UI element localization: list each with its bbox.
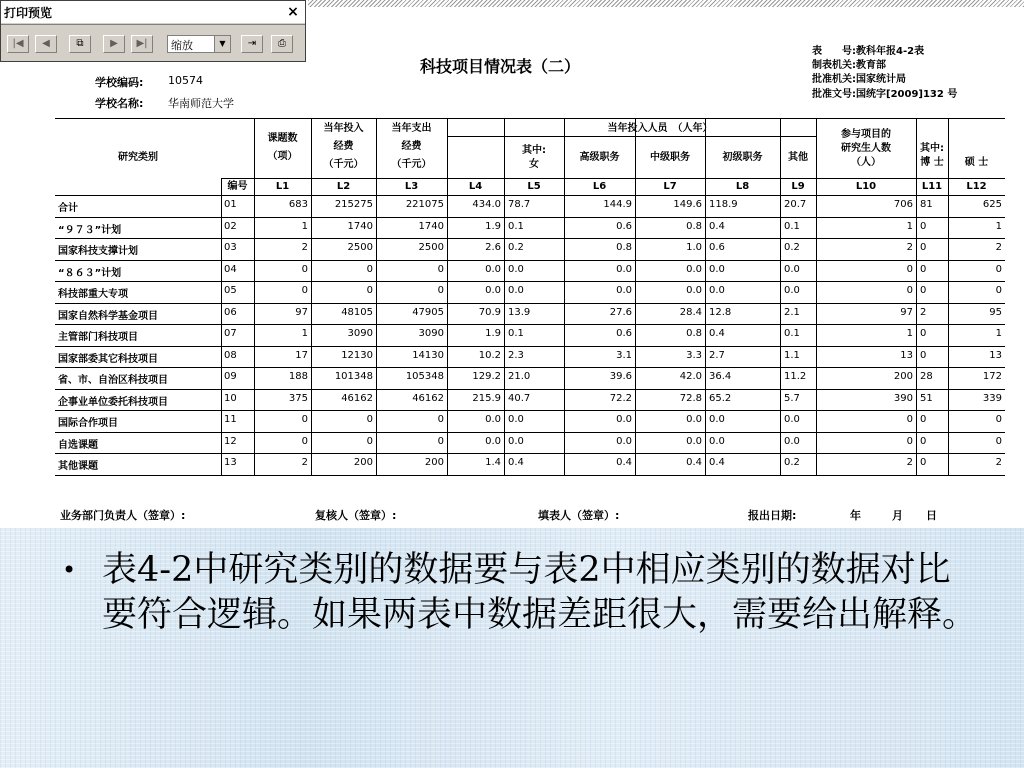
- row-code: 07: [224, 328, 237, 339]
- header-female-sub: 女: [529, 159, 539, 170]
- table-cell: 0.0: [508, 263, 524, 275]
- table-cell: 12130: [341, 349, 373, 361]
- row-label: “９７３”计划: [58, 224, 122, 236]
- table-cell: 1: [301, 328, 308, 339]
- table-cell: 1.9: [485, 220, 501, 232]
- table-cell: 0: [301, 435, 308, 447]
- header-phd-sub: 博 士: [920, 157, 944, 168]
- row-code: 10: [224, 392, 237, 404]
- table-cell: 0.0: [709, 414, 725, 425]
- table-cell: 2: [906, 457, 913, 468]
- table-cell: 0.8: [686, 328, 702, 339]
- table-cell: 0: [920, 285, 927, 296]
- table-cell: 0.8: [616, 242, 632, 253]
- header-funds-out: 当年支出: [391, 123, 432, 134]
- table-cell: 0.0: [784, 263, 800, 275]
- table-rule: [916, 118, 917, 475]
- header-other: 其他: [788, 152, 808, 163]
- row-code: 02: [224, 220, 237, 232]
- table-cell: 0: [920, 435, 927, 447]
- row-label: 国际合作项目: [58, 418, 118, 429]
- table-cell: 105348: [405, 371, 444, 382]
- table-rule: [55, 453, 1005, 454]
- copy-icon: ⧉: [76, 38, 84, 49]
- table-cell: 149.6: [673, 199, 702, 210]
- table-cell: 36.4: [709, 371, 732, 382]
- table-cell: 2500: [347, 242, 373, 253]
- table-cell: 72.2: [609, 392, 632, 404]
- table-cell: 0.2: [784, 242, 800, 253]
- table-cell: 0: [301, 414, 308, 425]
- table-cell: 0.0: [686, 414, 702, 425]
- table-cell: 1.9: [485, 328, 501, 339]
- bullet-text: 表4-2中研究类别的数据要与表2中相应类别的数据对比要符合逻辑。如果两表中数据差距很大，需要给出解释。: [102, 550, 978, 635]
- table-cell: 0.4: [709, 220, 725, 232]
- table-cell: 97: [900, 306, 913, 318]
- last-page-icon: ▶|: [136, 38, 148, 49]
- table-cell: 0.0: [508, 285, 524, 296]
- header-grad-students-unit: （人）: [851, 157, 881, 168]
- table-cell: 0.0: [709, 285, 725, 296]
- copy-button[interactable]: [69, 35, 91, 53]
- table-cell: 0: [920, 242, 927, 253]
- zoom-value: 缩放: [171, 39, 193, 52]
- header-funds-out-sub: 经费: [401, 141, 422, 152]
- table-cell: 28: [920, 371, 933, 382]
- table-cell: 2: [301, 242, 308, 253]
- table-cell: 97: [295, 306, 308, 318]
- report-meta-line: 表 号:教科年报4-2表: [812, 46, 925, 57]
- table-cell: 13: [989, 349, 1002, 361]
- table-rule: [55, 389, 1005, 390]
- header-master: 硕 士: [964, 157, 989, 168]
- table-cell: 1740: [347, 220, 373, 232]
- row-code: 12: [224, 435, 237, 447]
- table-cell: 2.6: [485, 242, 501, 253]
- table-cell: 215.9: [472, 392, 501, 404]
- table-rule: [55, 281, 1005, 282]
- table-cell: 1: [995, 220, 1002, 232]
- print-preview-title: 打印预览: [4, 6, 53, 20]
- table-cell: 221075: [405, 199, 444, 210]
- report-meta-line: 批准文号:国统字[2009]132 号: [812, 89, 958, 100]
- header-funds-out-unit: （千元）: [391, 159, 432, 170]
- table-cell: 0: [920, 220, 927, 232]
- table-cell: 0: [906, 285, 913, 296]
- table-cell: 2.3: [508, 349, 524, 361]
- table-cell: 1.0: [686, 242, 702, 253]
- table-cell: 339: [982, 392, 1002, 404]
- table-cell: 46162: [341, 392, 373, 404]
- table-cell: 72.8: [679, 392, 702, 404]
- table-cell: 3090: [347, 328, 373, 339]
- table-rule: [55, 324, 1005, 325]
- table-cell: 390: [893, 392, 913, 404]
- table-cell: 0.4: [686, 457, 702, 468]
- table-cell: 0.2: [784, 457, 800, 468]
- table-cell: 2.1: [784, 306, 800, 318]
- row-label: 其他课题: [58, 461, 98, 472]
- table-cell: 0.0: [616, 263, 632, 275]
- table-cell: 27.6: [609, 306, 632, 318]
- table-cell: 1.1: [784, 349, 800, 361]
- row-code: 01: [224, 199, 237, 210]
- table-cell: 28.4: [679, 306, 702, 318]
- table-rule: [55, 195, 1005, 196]
- table-cell: 70.9: [478, 306, 501, 318]
- table-cell: 1: [995, 328, 1002, 339]
- school-name-label: 学校名称:: [95, 97, 144, 110]
- table-cell: 0: [366, 414, 373, 425]
- table-cell: 1: [906, 220, 913, 232]
- table-cell: 3.1: [616, 349, 632, 361]
- close-button[interactable]: ×: [287, 4, 299, 20]
- table-rule: [55, 217, 1005, 218]
- table-cell: 2: [906, 242, 913, 253]
- table-cell: 13.9: [508, 306, 531, 318]
- header-projects: 课题数: [267, 133, 298, 144]
- table-cell: 0: [995, 435, 1002, 447]
- table-cell: 0.4: [508, 457, 524, 468]
- header-col-code: L12: [966, 181, 987, 192]
- table-cell: 0.0: [616, 414, 632, 425]
- table-cell: 0.1: [784, 220, 800, 232]
- table-rule: [221, 178, 1005, 179]
- row-code: 11: [224, 414, 237, 425]
- table-cell: 5.7: [784, 392, 800, 404]
- row-code: 06: [224, 306, 237, 318]
- table-cell: 0.0: [686, 285, 702, 296]
- table-cell: 0: [437, 263, 444, 275]
- header-col-code: L7: [663, 181, 677, 192]
- table-cell: 39.6: [609, 371, 632, 382]
- row-label: “８６３”计划: [58, 267, 122, 279]
- row-label: 省、市、自治区科技项目: [58, 375, 168, 386]
- table-cell: 0.1: [508, 220, 524, 232]
- table-cell: 0: [906, 435, 913, 447]
- report-meta-line: 批准机关:国家统计局: [812, 74, 906, 85]
- table-cell: 0: [437, 435, 444, 447]
- table-cell: 21.0: [508, 371, 531, 382]
- table-cell: 65.2: [709, 392, 732, 404]
- row-code: 13: [224, 457, 237, 468]
- header-col-code: L10: [855, 181, 877, 192]
- table-cell: 0.0: [686, 263, 702, 275]
- header-middle: 中级职务: [650, 152, 690, 163]
- header-female: 其中:: [522, 145, 546, 156]
- table-cell: 0: [995, 414, 1002, 425]
- table-cell: 2: [995, 242, 1002, 253]
- table-cell: 1740: [418, 220, 444, 232]
- table-cell: 2500: [418, 242, 444, 253]
- header-col-code: L4: [468, 181, 483, 192]
- table-cell: 0.6: [709, 242, 725, 253]
- header-phd: 其中:: [920, 143, 944, 154]
- date-day: 日: [926, 509, 937, 522]
- table-cell: 144.9: [603, 199, 632, 210]
- table-cell: 0: [437, 414, 444, 425]
- table-rule: [504, 118, 505, 475]
- table-cell: 0: [920, 328, 927, 339]
- table-cell: 0.6: [616, 220, 632, 232]
- row-code: 04: [224, 263, 237, 275]
- header-col-code: L6: [592, 181, 607, 192]
- header-col-code: L9: [791, 181, 805, 192]
- report-title: 科技项目情况表（二）: [420, 57, 581, 76]
- header-grad-students: 参与项目的: [841, 129, 891, 140]
- table-cell: 2: [920, 306, 927, 318]
- table-cell: 0.8: [686, 220, 702, 232]
- date-month: 月: [892, 509, 903, 522]
- table-cell: 0.0: [616, 435, 632, 447]
- row-label: 科技部重大专项: [58, 289, 128, 300]
- table-cell: 0: [366, 435, 373, 447]
- report-meta-line: 制表机关:教育部: [812, 60, 886, 71]
- table-cell: 683: [288, 199, 308, 210]
- table-cell: 0.0: [485, 285, 501, 296]
- row-label: 合计: [58, 203, 78, 214]
- table-rule: [55, 367, 1005, 368]
- table-cell: 0.6: [616, 328, 632, 339]
- table-cell: 3090: [418, 328, 444, 339]
- table-cell: 0: [920, 263, 927, 275]
- table-rule: [55, 432, 1005, 433]
- table-cell: 1: [301, 220, 308, 232]
- table-cell: 14130: [412, 349, 444, 361]
- table-rule: [55, 238, 1005, 239]
- row-label: 国家部委其它科技项目: [58, 353, 158, 365]
- table-cell: 0.4: [616, 457, 632, 468]
- last-page-button[interactable]: [131, 35, 153, 53]
- table-cell: 11.2: [784, 371, 807, 382]
- printer-icon: ⎙: [278, 38, 286, 49]
- table-cell: 0.0: [508, 414, 524, 425]
- table-cell: 0.0: [485, 435, 501, 447]
- table-cell: 0: [366, 263, 373, 275]
- table-cell: 0.0: [709, 435, 725, 447]
- table-cell: 434.0: [472, 199, 501, 210]
- table-cell: 0.2: [508, 242, 524, 253]
- bullet-marker: •: [62, 556, 77, 584]
- next-page-button[interactable]: [103, 35, 125, 53]
- row-code: 08: [224, 349, 237, 361]
- header-projects-unit: （项）: [267, 151, 298, 162]
- table-cell: 706: [893, 199, 913, 210]
- school-code: 10574: [168, 74, 203, 87]
- header-category: 研究类别: [118, 152, 158, 163]
- table-cell: 0: [906, 263, 913, 275]
- table-cell: 200: [893, 371, 913, 382]
- filler-label: 填表人（签章）:: [538, 509, 620, 522]
- table-cell: 12.8: [709, 306, 732, 318]
- chevron-down-icon[interactable]: ▼: [214, 36, 230, 52]
- table-cell: 48105: [341, 306, 373, 318]
- header-funds-in-unit: （千元）: [323, 159, 364, 170]
- table-cell: 3.3: [686, 349, 702, 361]
- first-page-button[interactable]: [7, 35, 29, 53]
- row-label: 自选课题: [58, 439, 98, 451]
- table-cell: 200: [424, 457, 444, 468]
- table-cell: 0.4: [709, 457, 725, 468]
- table-cell: 0: [906, 414, 913, 425]
- table-cell: 0: [920, 414, 927, 425]
- school-code-label: 学校编码:: [95, 76, 144, 89]
- export-icon: ⇥: [247, 38, 257, 49]
- table-cell: 0: [437, 285, 444, 296]
- table-cell: 0: [366, 285, 373, 296]
- table-cell: 0.0: [508, 435, 524, 447]
- table-cell: 2: [995, 457, 1002, 468]
- table-cell: 2: [301, 457, 308, 468]
- header-col-code: L8: [735, 181, 750, 192]
- table-cell: 0.0: [616, 285, 632, 296]
- table-cell: 200: [353, 457, 373, 468]
- date-year: 年: [850, 509, 861, 522]
- table-cell: 42.0: [679, 371, 702, 382]
- row-code: 03: [224, 242, 237, 253]
- zoom-select[interactable]: [167, 35, 231, 53]
- table-rule: [55, 260, 1005, 261]
- print-preview-titlebar[interactable]: [1, 1, 305, 23]
- table-cell: 95: [989, 306, 1002, 318]
- header-col-code: L1: [275, 181, 290, 192]
- row-code: 09: [224, 371, 237, 382]
- row-label: 国家科技支撑计划: [58, 246, 138, 257]
- row-code: 05: [224, 285, 237, 296]
- table-cell: 46162: [412, 392, 444, 404]
- table-cell: 40.7: [508, 392, 531, 404]
- table-rule: [447, 136, 816, 137]
- header-junior: 初级职务: [722, 152, 763, 163]
- dept-head-label: 业务部门负责人（签章）:: [60, 509, 186, 522]
- table-cell: 118.9: [709, 199, 738, 210]
- header-funds-in-sub: 经费: [333, 141, 354, 152]
- table-cell: 0.0: [686, 435, 702, 447]
- table-cell: 20.7: [784, 199, 807, 210]
- table-cell: 2.7: [709, 349, 725, 361]
- table-cell: 0: [995, 285, 1002, 296]
- table-cell: 51: [920, 392, 933, 404]
- table-cell: 0.1: [508, 328, 524, 339]
- preview-toolbar: [1, 24, 305, 61]
- table-cell: 0: [301, 285, 308, 296]
- print-preview-window: [0, 0, 306, 62]
- table-cell: 47905: [412, 306, 444, 318]
- table-cell: 188: [288, 371, 308, 382]
- report-table: [55, 118, 1005, 484]
- row-label: 企事业单位委托科技项目: [58, 396, 168, 408]
- header-funds-in: 当年投入: [323, 123, 364, 134]
- row-label: 国家自然科学基金项目: [58, 310, 158, 322]
- table-cell: 172: [982, 371, 1002, 382]
- table-cell: 0.0: [709, 263, 725, 275]
- table-cell: 0.0: [485, 414, 501, 425]
- table-rule: [55, 118, 1005, 119]
- header-code: 编号: [227, 181, 248, 192]
- school-name: 华南师范大学: [168, 97, 234, 110]
- header-senior: 高级职务: [579, 152, 620, 163]
- signature-footer: [60, 507, 960, 523]
- table-cell: 0.0: [784, 414, 800, 425]
- table-cell: 0: [995, 263, 1002, 275]
- table-cell: 81: [920, 199, 933, 210]
- table-cell: 375: [288, 392, 308, 404]
- table-rule: [221, 178, 222, 475]
- header-grad-students-sub: 研究生人数: [841, 143, 891, 154]
- table-rule: [55, 475, 1005, 476]
- next-page-icon: ▶: [110, 38, 118, 49]
- table-cell: 13: [900, 349, 913, 361]
- table-cell: 1: [906, 328, 913, 339]
- table-cell: 10.2: [478, 349, 501, 361]
- table-cell: 625: [982, 199, 1002, 210]
- table-cell: 0.0: [784, 435, 800, 447]
- table-cell: 101348: [334, 371, 373, 382]
- table-cell: 1.4: [485, 457, 501, 468]
- bullet-note-area: [0, 528, 1024, 768]
- print-button[interactable]: [271, 35, 293, 53]
- table-cell: 215275: [334, 199, 373, 210]
- table-rule: [780, 118, 781, 475]
- header-col-code: L5: [527, 181, 541, 192]
- header-col-code: L2: [336, 181, 351, 192]
- prev-page-icon: ◀: [42, 38, 50, 49]
- header-col-code: L3: [404, 181, 419, 192]
- table-cell: 0.0: [485, 263, 501, 275]
- table-cell: 0.0: [784, 285, 800, 296]
- table-rule: [55, 410, 1005, 411]
- table-cell: 0: [301, 263, 308, 275]
- table-cell: 0.1: [784, 328, 800, 339]
- header-col-code: L11: [921, 181, 943, 192]
- window-edge-hatch: [308, 0, 1024, 7]
- reviewer-label: 复核人（签章）:: [315, 509, 397, 522]
- table-cell: 17: [295, 349, 308, 361]
- table-rule: [55, 346, 1005, 347]
- prev-page-button[interactable]: [35, 35, 57, 53]
- table-cell: 129.2: [472, 371, 501, 382]
- first-page-icon: |◀: [12, 38, 24, 49]
- table-cell: 0: [920, 457, 927, 468]
- header-staff-group: 当年投入人员 （人年）: [607, 123, 713, 134]
- table-rule: [55, 303, 1005, 304]
- table-rule: [705, 118, 706, 475]
- date-label: 报出日期:: [748, 509, 797, 522]
- row-label: 主管部门科技项目: [58, 332, 138, 343]
- export-button[interactable]: [241, 35, 263, 53]
- table-cell: 78.7: [508, 199, 531, 210]
- table-cell: 0: [920, 349, 927, 361]
- table-cell: 0.4: [709, 328, 725, 339]
